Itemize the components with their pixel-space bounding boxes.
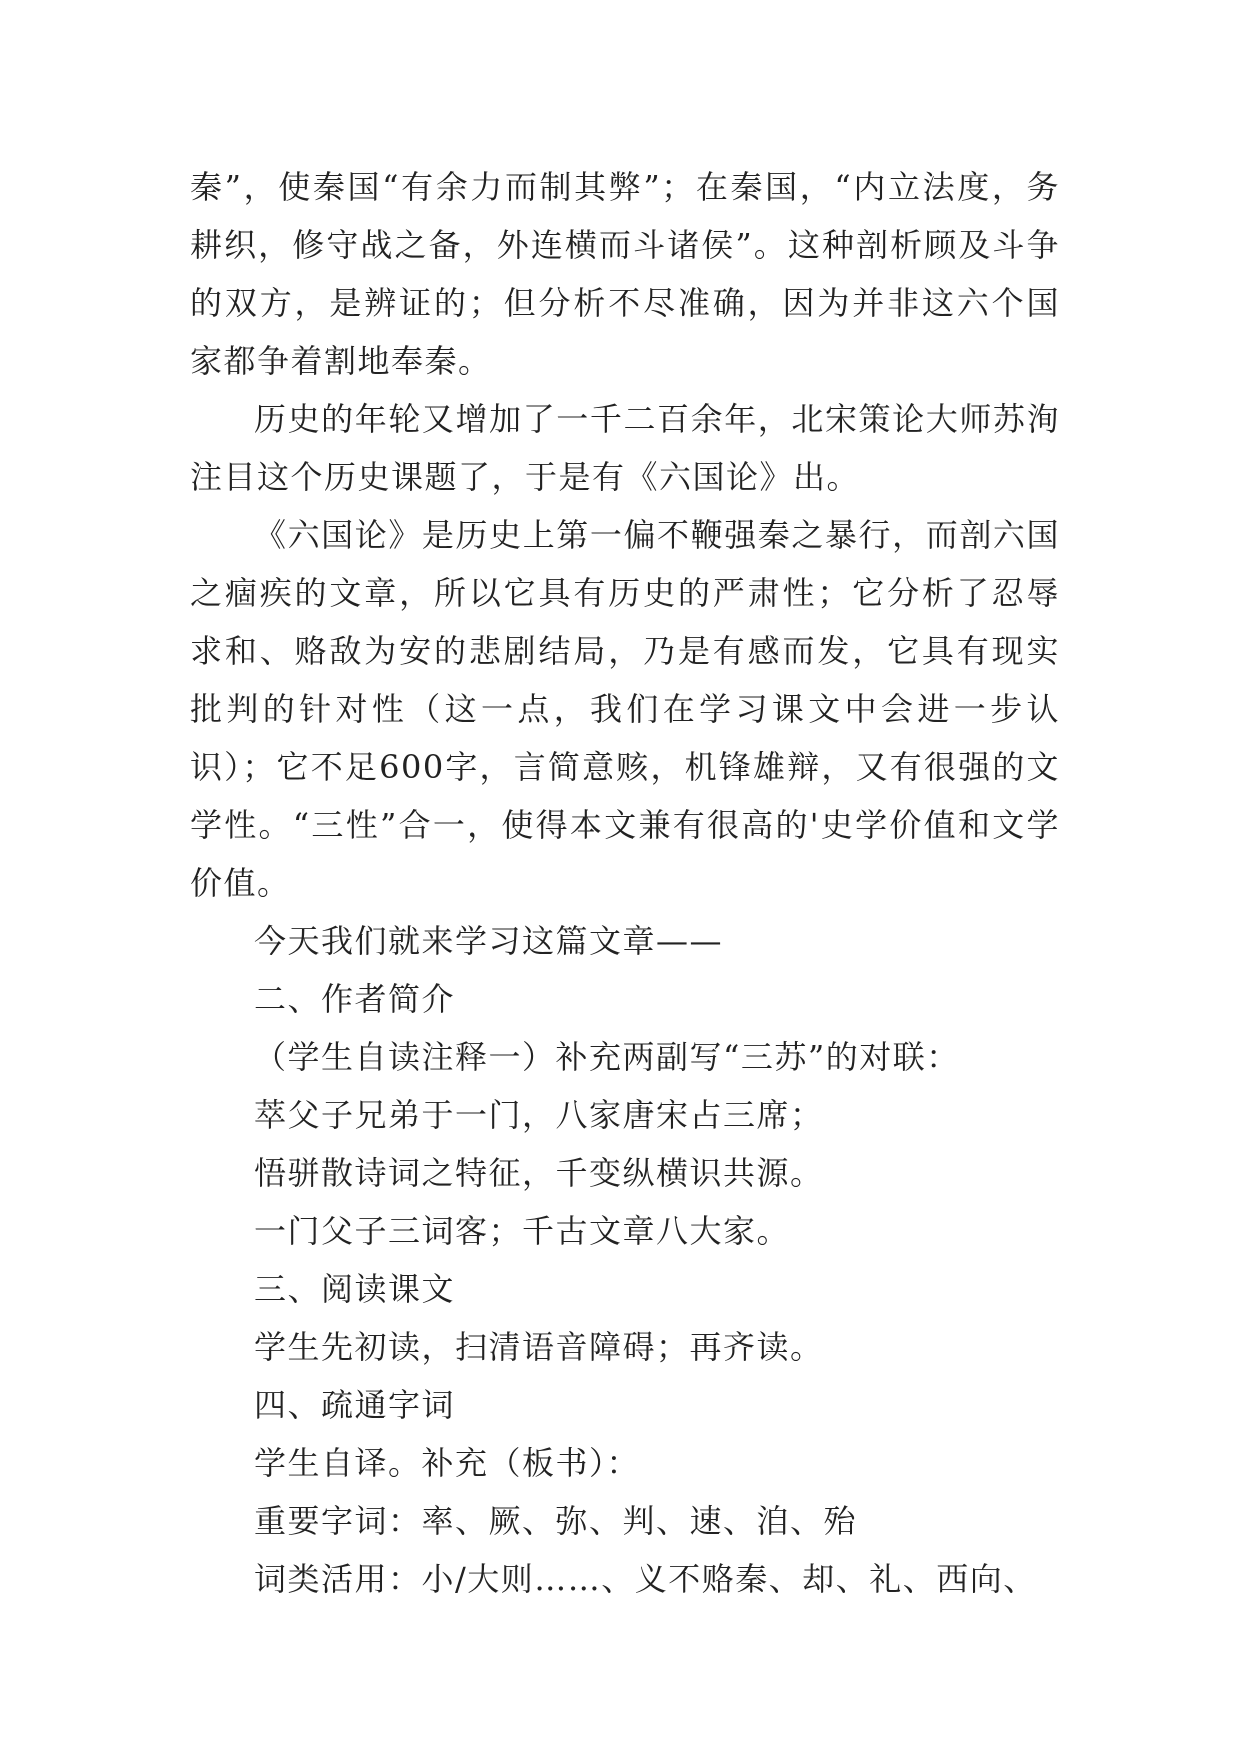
text-line-couplet-1a: 萃父子兄弟于一门，八家唐宋占三席； (254, 1096, 824, 1134)
paragraph-history-intro: 历史的年轮又增加了一千二百余年，北宋策论大师苏洵注目这个历史课题了，于是有《六国论》出。 (190, 400, 1060, 496)
paragraph-liuguolun-analysis: 《六国论》是历史上第一偏不鞭强秦之暴行，而剖六国之痼疾的文章，所以它具有历史的严肃性；它分析了忍辱求和、赂敌为安的悲剧结局，乃是有感而发，它具有现实批判的针对性（这一点，我们在学习课文中会进一步认识）；它不足600字，言简意赅，机锋雄辩，又有很强的文学性。“三性”合一，使得本文兼有很高的'史学价值和文学价值。 (190, 516, 1060, 902)
paragraph-continuation: 秦”，使秦国“有余力而制其弊”；在秦国，“内立法度，务耕织，修守战之备，外连横而斗诸侯”。这种剖析顾及斗争的双方，是辨证的；但分析不尽准确，因为并非这六个国家都争着割地奉秦。 (190, 168, 1060, 380)
text-line-lesson-intro: 今天我们就来学习这篇文章—— (254, 922, 724, 960)
text-line-couplet-2: 一门父子三词客；千古文章八大家。 (254, 1212, 791, 1250)
text-line-couplet-1b: 悟骈散诗词之特征，千变纵横识共源。 (254, 1154, 824, 1192)
text-line-reading-steps: 学生先初读，扫清语音障碍；再齐读。 (254, 1328, 824, 1366)
text-line-couplet-intro: （学生自读注释一）补充两副写“三苏”的对联： (254, 1038, 960, 1076)
text-line-self-translate: 学生自译。补充（板书）： (254, 1444, 641, 1482)
section-heading-reading: 三、阅读课文 (254, 1270, 456, 1308)
section-heading-author: 二、作者简介 (254, 980, 456, 1018)
text-line-word-class-usage: 词类活用：小/大则……、义不赂秦、却、礼、西向、 (254, 1560, 1037, 1598)
section-heading-vocabulary: 四、疏通字词 (254, 1386, 456, 1424)
text-line-key-words: 重要字词：率、厥、弥、判、速、洎、殆 (254, 1502, 858, 1540)
document-body (190, 158, 1060, 1608)
